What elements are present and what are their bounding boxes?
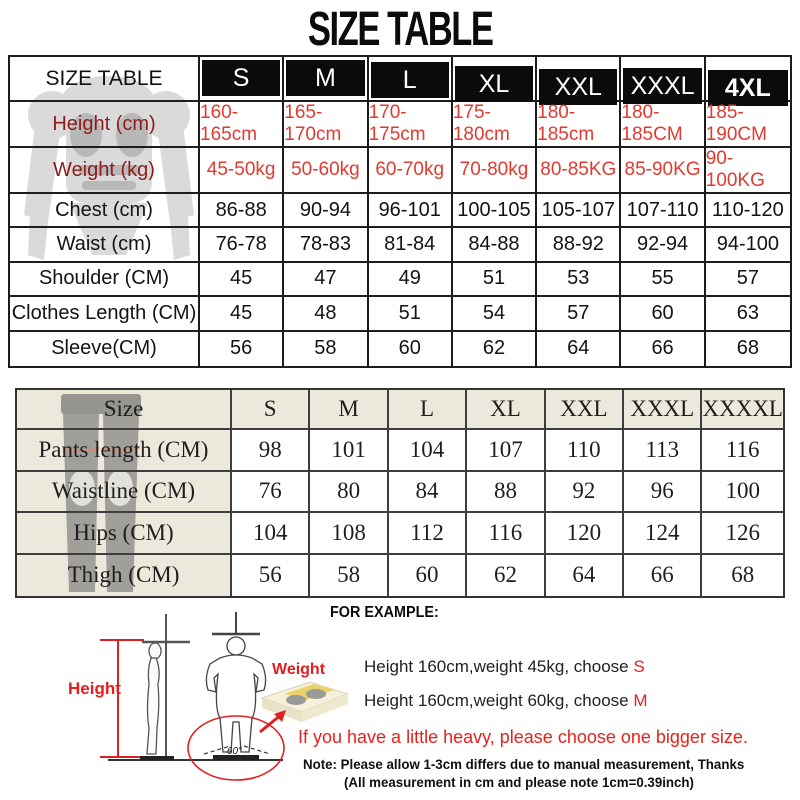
size-value-cell: 53 [537, 263, 621, 297]
size-value-cell: 54 [453, 297, 537, 331]
size-value-cell: 104 [232, 513, 310, 555]
size-value-cell: 170-175cm [369, 102, 453, 148]
size-column-header: L [389, 390, 467, 430]
size-value-cell: 96 [624, 472, 702, 514]
size-value-cell: 58 [284, 332, 368, 366]
size-value-cell: 94-100 [706, 228, 790, 262]
size-value-cell: 85-90KG [621, 148, 705, 194]
size-header-box: XXL [539, 69, 617, 105]
row-label: Waist (cm) [10, 228, 200, 262]
measurement-note-2: (All measurement in cm and please note 1cm=0.39inch) [344, 774, 695, 790]
size-value-cell: 51 [369, 297, 453, 331]
size-value-cell: 84-88 [453, 228, 537, 262]
size-value-cell: 180-185cm [537, 102, 621, 148]
row-label: Waistline (CM) [17, 472, 232, 514]
size-value-cell: 100-105 [453, 194, 537, 228]
size-value-cell: 107-110 [621, 194, 705, 228]
row-label: Sleeve(CM) [10, 332, 200, 366]
pants-size-table [15, 388, 785, 598]
size-warning-text: If you have a little heavy, please choose one bigger size. [298, 727, 748, 747]
page-title: SIZE TABLE [307, 3, 493, 56]
size-column-header [284, 57, 368, 102]
size-value-cell: 84 [389, 472, 467, 514]
size-header-box: M [286, 60, 364, 96]
size-value-cell: 108 [310, 513, 388, 555]
size-value-cell: 47 [284, 263, 368, 297]
size-value-cell: 48 [284, 297, 368, 331]
example-size-m: M [633, 691, 648, 710]
size-value-cell: 57 [706, 263, 790, 297]
size-value-cell: 68 [731, 562, 755, 588]
size-header-box: XXXL [623, 68, 701, 104]
size-value-cell: 113 [624, 430, 702, 472]
size-value-cell: 76-78 [200, 228, 284, 262]
size-value-cell: 58 [310, 555, 388, 597]
size-column-header: XXXL [624, 390, 702, 430]
weight-label: Weight [272, 661, 326, 678]
size-value-cell: 126 [702, 513, 783, 555]
size-value-cell: 49 [369, 263, 453, 297]
size-value-cell: 116 [467, 513, 545, 555]
row-label: Pants length (CM) [17, 430, 232, 472]
row-label: Chest (cm) [10, 194, 200, 228]
size-value-cell: 62 [467, 555, 545, 597]
row-label: Shoulder (CM) [10, 263, 200, 297]
size-value-cell: 45-50kg [200, 148, 284, 194]
size-value-cell: 110 [546, 430, 624, 472]
size-value-cell: 64 [537, 332, 621, 366]
size-header-box: L [371, 62, 449, 98]
height-label: Height [68, 679, 121, 698]
size-value-cell: 45 [200, 297, 284, 331]
size-value-cell: 60 [389, 555, 467, 597]
size-value-cell: 80-85KG [537, 148, 621, 194]
size-value-cell: 120 [546, 513, 624, 555]
size-value-cell: 175-180cm [453, 102, 537, 148]
front-figure [206, 612, 265, 760]
size-value-cell: 80 [310, 472, 388, 514]
size-header-box: S [202, 60, 280, 96]
table2-header-label: Size [17, 390, 232, 430]
example-line-2: Height 160cm,weight 60kg, choose M [364, 691, 648, 710]
size-value-cell: 86-88 [200, 194, 284, 228]
size-column-header: XXXXL [702, 390, 783, 430]
example-line-1: Height 160cm,weight 45kg, choose S [364, 657, 645, 676]
size-value-cell: 98 [232, 430, 310, 472]
size-value-cell: 56 [232, 555, 310, 597]
size-column-header [369, 57, 453, 102]
size-value-cell: 60 [369, 332, 453, 366]
height-measure-line [100, 640, 144, 757]
size-value-cell: 70-80kg [453, 148, 537, 194]
size-value-cell: 45 [200, 263, 284, 297]
size-column-header [453, 57, 537, 102]
size-value-cell: 180-185CM [621, 102, 705, 148]
size-value-cell: 88-92 [537, 228, 621, 262]
size-header-box: XL [455, 66, 533, 102]
size-value-cell: 66 [621, 332, 705, 366]
example-size-s: S [633, 657, 645, 676]
for-example-heading: FOR EXAMPLE: [330, 604, 439, 621]
size-value-cell: 116 [702, 430, 783, 472]
size-value-cell: 160-165cm [200, 102, 284, 148]
size-value-cell: 101 [310, 430, 388, 472]
size-value-cell: 62 [453, 332, 537, 366]
size-value-cell: 105-107 [537, 194, 621, 228]
size-value-cell: 55 [621, 263, 705, 297]
row-label: Height (cm) [10, 102, 200, 148]
angle-arrow [260, 710, 286, 732]
table1-header-label: SIZE TABLE [10, 57, 200, 102]
size-value-cell: 66 [624, 555, 702, 597]
size-value-cell: 56 [200, 332, 284, 366]
size-value-cell: 57 [537, 297, 621, 331]
size-value-cell: 110-120 [706, 194, 790, 228]
row-label: Thigh (CM) [17, 555, 232, 597]
size-value-cell: 100 [702, 472, 783, 514]
row-label: Weight (kg) [10, 148, 200, 194]
size-column-header: M [310, 390, 388, 430]
size-column-header [537, 57, 621, 102]
size-value-cell: 104 [389, 430, 467, 472]
weight-scale-icon [262, 682, 348, 722]
size-value-cell: 124 [624, 513, 702, 555]
size-value-cell: 50-60kg [284, 148, 368, 194]
size-value-cell: 185-190CM [706, 102, 790, 148]
size-value-cell: 112 [389, 513, 467, 555]
size-value-cell: 90-94 [284, 194, 368, 228]
size-column-header: S [232, 390, 310, 430]
garment-size-table [8, 55, 792, 368]
size-value-cell: 76 [232, 472, 310, 514]
size-column-header [200, 57, 284, 102]
size-column-header [621, 57, 705, 102]
size-value-cell: 63 [706, 297, 790, 331]
size-value-cell: 60 [621, 297, 705, 331]
row-label: Clothes Length (CM) [10, 297, 200, 331]
size-value-cell: 96-101 [369, 194, 453, 228]
size-value-cell: 107 [467, 430, 545, 472]
measuring-diagram [48, 602, 358, 800]
size-column-header [706, 57, 790, 102]
size-value-cell: 78-83 [284, 228, 368, 262]
size-value-cell: 165-170cm [284, 102, 368, 148]
size-value-cell: 60-70kg [369, 148, 453, 194]
size-header-box: 4XL [708, 70, 788, 106]
size-value-cell: 88 [467, 472, 545, 514]
size-column-header: XL [467, 390, 545, 430]
size-column-header: XXL [546, 390, 624, 430]
measurement-note-1: Note: Please allow 1-3cm differs due to manual measurement, Thanks [303, 756, 745, 772]
size-value-cell: 81-84 [369, 228, 453, 262]
size-value-cell: 68 [736, 337, 759, 360]
size-value-cell: 90-100KG [706, 148, 790, 194]
size-value-cell: 64 [546, 555, 624, 597]
size-value-cell: 92-94 [621, 228, 705, 262]
size-value-cell: 51 [453, 263, 537, 297]
size-value-cell: 92 [546, 472, 624, 514]
row-label: Hips (CM) [17, 513, 232, 555]
side-figure [140, 614, 190, 760]
angle-label: 60° [227, 746, 243, 757]
